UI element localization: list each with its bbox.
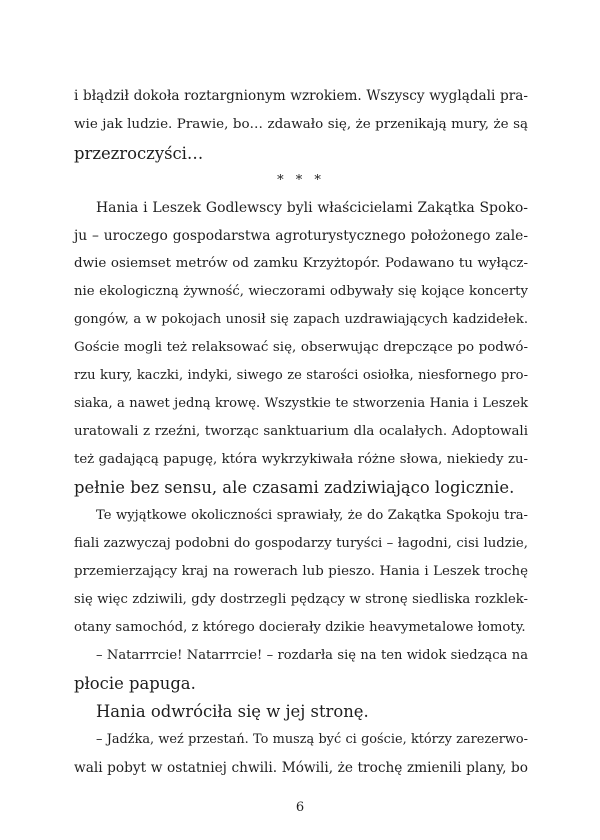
text-line: się więc zdziwili, gdy dostrzegli pędzący w stronę siedliska rozklek- <box>74 592 528 607</box>
text-line: płocie papuga. <box>74 674 196 693</box>
text-line: siaka, a nawet jedną krowę. Wszystkie te stworzenia Hania i Leszek <box>74 396 528 411</box>
text-line: fiali zazwyczaj podobni do gospodarzy turyści – łagodni, cisi ludzie, <box>74 536 528 551</box>
text-line: nie ekologiczną żywność, wieczorami odbywały się kojące koncerty <box>74 284 528 299</box>
text-line: przezroczyści… <box>74 144 204 163</box>
text-line: gongów, a w pokojach unosił się zapach uzdrawiających kadzidełek. <box>74 312 528 327</box>
text-line: Goście mogli też relaksować się, obserwując drepczące po podwó- <box>74 340 528 355</box>
text-line: Hania odwróciła się w jej stronę. <box>96 702 369 721</box>
text-line: przemierzający kraj na rowerach lub pieszo. Hania i Leszek trochę <box>74 564 528 579</box>
text-line: wali pobyt w ostatniej chwili. Mówili, że trochę zmienili plany, bo <box>74 760 528 776</box>
section-separator: * * * <box>277 173 325 188</box>
text-line: otany samochód, z którego docierały dzikie heavymetalowe łomoty. <box>74 620 526 635</box>
text-line: Te wyjątkowe okoliczności sprawiały, że do Zakątka Spokoju tra- <box>96 508 528 523</box>
text-line: dwie osiemset metrów od zamku Krzyżtopór. Podawano tu wyłącz- <box>74 256 528 271</box>
text-line: – Jadźka, weź przestań. To muszą być ci goście, którzy zarezerwo- <box>96 732 528 747</box>
text-line: Hania i Leszek Godlewscy byli właścicielami Zakątka Spoko- <box>96 200 528 216</box>
page-number: 6 <box>295 800 305 815</box>
text-line: pełnie bez sensu, ale czasami zadziwiająco logicznie. <box>74 478 515 497</box>
text-line: też gadającą papugę, która wykrzykiwała różne słowa, niekiedy zu- <box>74 452 528 467</box>
text-line: rzu kury, kaczki, indyki, siwego ze starości osiołka, niesfornego pro- <box>74 368 528 383</box>
text-line: ju – uroczego gospodarstwa agroturystycznego położonego zale- <box>74 228 528 244</box>
text-line: i błądził dokoła roztargnionym wzrokiem. Wszyscy wyglądali pra- <box>74 88 528 104</box>
text-line: wie jak ludzie. Prawie, bo… zdawało się, że przenikają mury, że są <box>74 117 528 132</box>
text-line: – Natarrrcie! Natarrrcie! – rozdarła się na ten widok siedząca na <box>96 648 528 663</box>
text-line: uratowali z rzeźni, tworząc sanktuarium dla ocalałych. Adoptowali <box>74 424 528 439</box>
